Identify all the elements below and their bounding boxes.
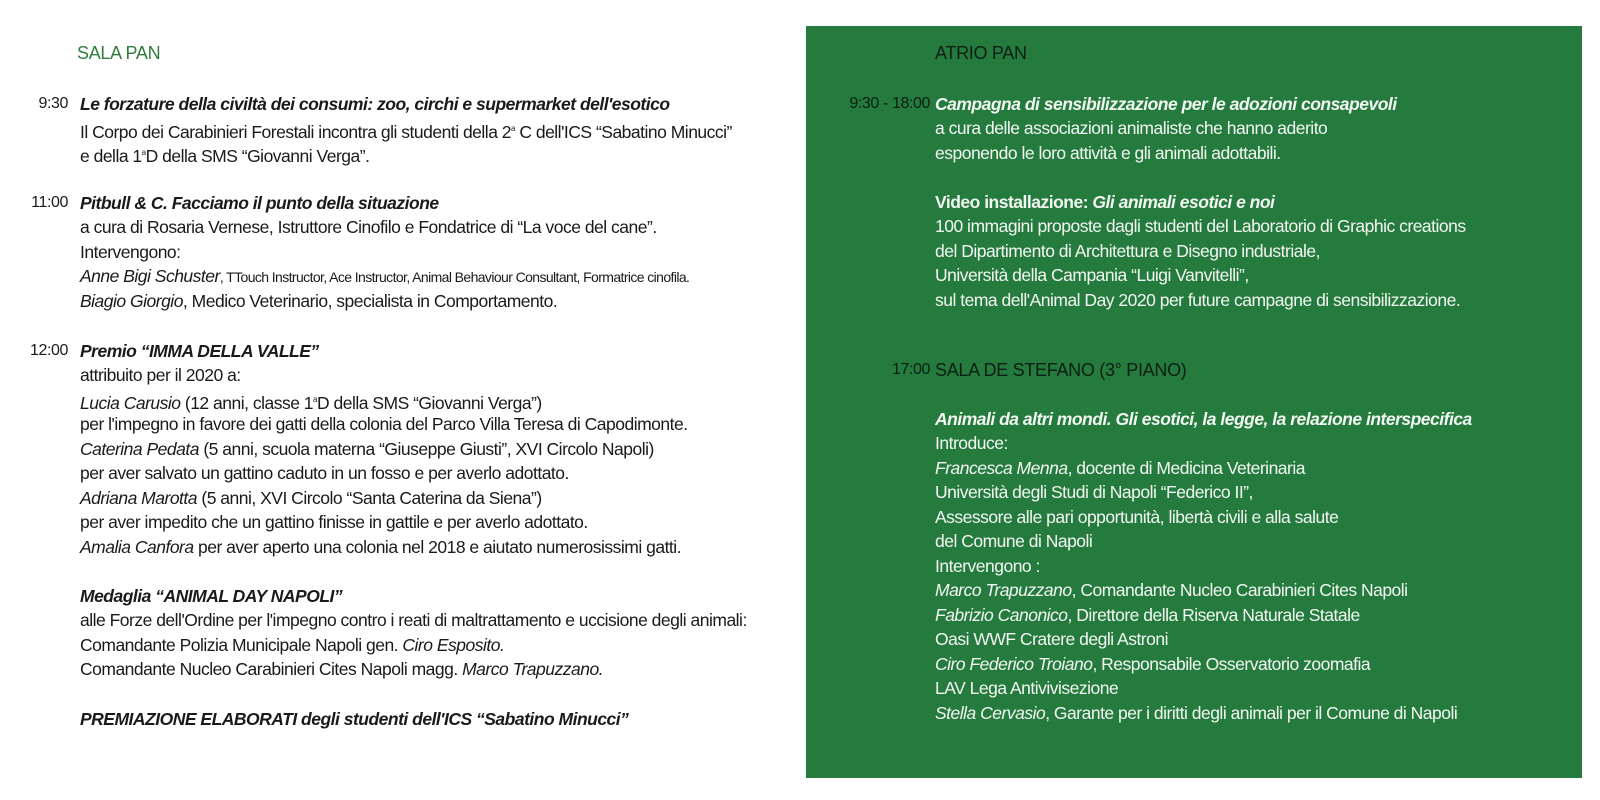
event-title: Video installazione: Gli animali esotici e noi bbox=[935, 192, 1275, 212]
speaker-line: Fabrizio Canonico, Direttore della Riserva Naturale Statale bbox=[935, 605, 1360, 625]
event-description: e della 1$^a$D della SMS “Giovanni Verga”. bbox=[80, 146, 370, 166]
event-description: sul tema dell'Animal Day 2020 per future campagne di sensibilizzazione. bbox=[935, 290, 1461, 310]
speaker-line: Anne Bigi Schuster, TTouch Instructor, Ace Instructor, Animal Behaviour Consultant, Formatrice cinofila. bbox=[80, 266, 690, 286]
event-title: PREMIAZIONE ELABORATI degli studenti dell'ICS “Sabatino Minucci” bbox=[80, 709, 629, 729]
atrio-pan-title: ATRIO PAN bbox=[935, 43, 1027, 63]
speaker-line: Oasi WWF Cratere degli Astroni bbox=[935, 629, 1168, 649]
event-description: Università della Campania “Luigi Vanvitelli”, bbox=[935, 265, 1249, 285]
event-description: alle Forze dell'Ordine per l'impegno contro i reati di maltrattamento e uccisione degli animali: bbox=[80, 610, 747, 630]
speaker-line: Assessore alle pari opportunità, libertà civili e alla salute bbox=[935, 507, 1339, 527]
room-title: SALA DE STEFANO (3° PIANO) bbox=[935, 360, 1187, 380]
event-description: a cura delle associazioni animaliste che hanno aderito bbox=[935, 118, 1328, 138]
speaker-line: Ciro Federico Troiano, Responsabile Osservatorio zoomafia bbox=[935, 654, 1371, 674]
speaker-line: Università degli Studi di Napoli “Federico II”, bbox=[935, 482, 1253, 502]
event-title: Le forzature della civiltà dei consumi: zoo, circhi e supermarket dell'esotico bbox=[80, 94, 670, 114]
speaker-line: LAV Lega Antivivisezione bbox=[935, 678, 1119, 698]
speaker-line: Marco Trapuzzano, Comandante Nucleo Carabinieri Cites Napoli bbox=[935, 580, 1408, 600]
award-line: Adriana Marotta (5 anni, XVI Circolo “Santa Caterina da Siena”) bbox=[80, 488, 542, 508]
speaker-line: Francesca Menna, docente di Medicina Veterinaria bbox=[935, 458, 1305, 478]
event-description: attribuito per il 2020 a: bbox=[80, 365, 241, 385]
award-line: Amalia Canfora per aver aperto una colonia nel 2018 e aiutato numerosissimi gatti. bbox=[80, 537, 682, 557]
speaker-line: Stella Cervasio, Garante per i diritti degli animali per il Comune di Napoli bbox=[935, 703, 1458, 723]
event-time: 9:30 - 18:00 bbox=[849, 95, 930, 112]
event-description: Intervengono : bbox=[935, 556, 1040, 576]
award-line: per aver salvato un gattino caduto in un fosso e per averlo adottato. bbox=[80, 463, 569, 483]
event-description: Introduce: bbox=[935, 433, 1008, 453]
award-line: Lucia Carusio (12 anni, classe 1$^a$D della SMS “Giovanni Verga”) bbox=[80, 393, 542, 413]
event-time: 12:00 bbox=[29, 342, 68, 359]
event-title: Campagna di sensibilizzazione per le adozioni consapevoli bbox=[935, 94, 1397, 114]
event-title: Animali da altri mondi. Gli esotici, la legge, la relazione interspecifica bbox=[935, 409, 1472, 429]
event-description: esponendo le loro attività e gli animali adottabili. bbox=[935, 143, 1281, 163]
medal-line: Comandante Nucleo Carabinieri Cites Napoli magg. Marco Trapuzzano. bbox=[80, 659, 604, 679]
event-time: 17:00 bbox=[891, 361, 930, 378]
event-title: Pitbull & C. Facciamo il punto della situazione bbox=[80, 193, 439, 213]
speaker-line: del Comune di Napoli bbox=[935, 531, 1093, 551]
event-description: 100 immagini proposte dagli studenti del Laboratorio di Graphic creations bbox=[935, 216, 1466, 236]
award-line: per l'impegno in favore dei gatti della colonia del Parco Villa Teresa di Capodimonte. bbox=[80, 414, 688, 434]
event-time: 9:30 bbox=[38, 95, 68, 112]
event-time: 11:00 bbox=[31, 194, 68, 211]
event-description: Intervengono: bbox=[80, 242, 181, 262]
sala-pan-title: SALA PAN bbox=[77, 43, 161, 63]
event-description: del Dipartimento di Architettura e Disegno industriale, bbox=[935, 241, 1320, 261]
event-title: Medaglia “ANIMAL DAY NAPOLI” bbox=[80, 586, 343, 606]
award-line: Caterina Pedata (5 anni, scuola materna “Giuseppe Giusti”, XVI Circolo Napoli) bbox=[80, 439, 654, 459]
award-line: per aver impedito che un gattino finisse in gattile e per averlo adottato. bbox=[80, 512, 588, 532]
atrio-pan-panel bbox=[806, 26, 1582, 778]
event-description: a cura di Rosaria Vernese, Istruttore Cinofilo e Fondatrice di “La voce del cane”. bbox=[80, 217, 657, 237]
speaker-line: Biagio Giorgio, Medico Veterinario, specialista in Comportamento. bbox=[80, 291, 558, 311]
medal-line: Comandante Polizia Municipale Napoli gen. Ciro Esposito. bbox=[80, 635, 505, 655]
event-description: Il Corpo dei Carabinieri Forestali incontra gli studenti della 2$^a$ C dell'ICS “Sabatino Minucci” bbox=[80, 122, 732, 142]
event-title: Premio “IMMA DELLA VALLE” bbox=[80, 341, 319, 361]
